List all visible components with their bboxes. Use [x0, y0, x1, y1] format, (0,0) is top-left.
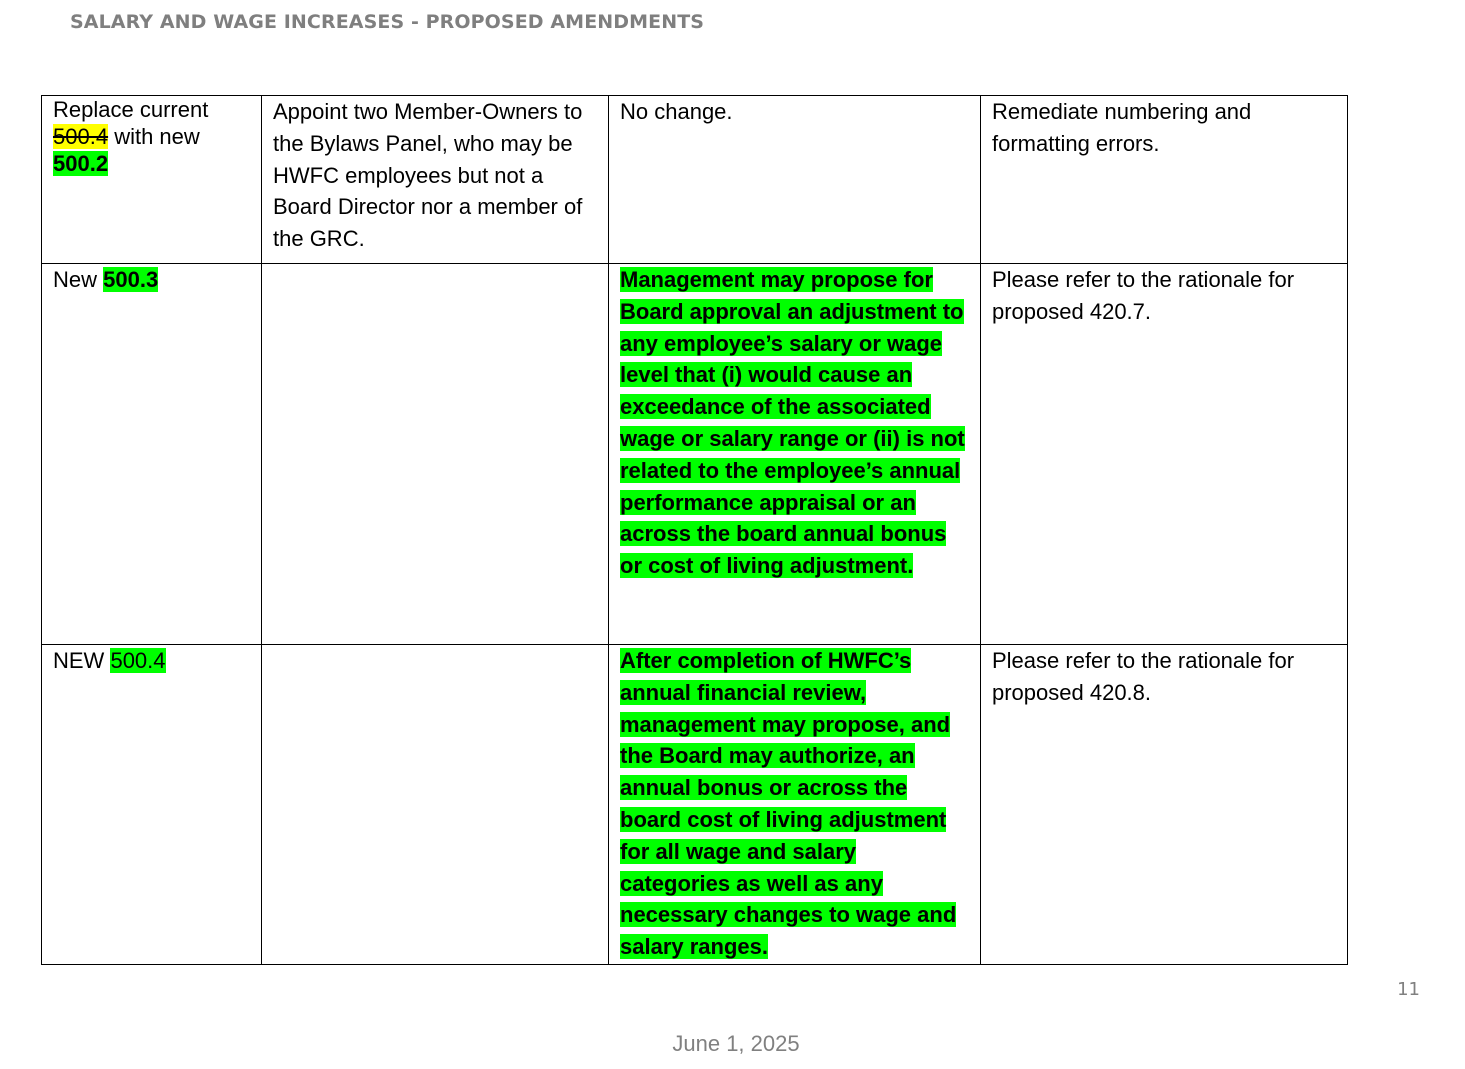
current-text-cell: Appoint two Member-Owners to the Bylaws Panel, who may be HWFC employees but not a Board Director nor a member of the GRC. [262, 96, 609, 264]
section-prefix: Replace current [53, 97, 209, 122]
proposed-text-cell [609, 645, 981, 965]
proposed-text: After completion of HWFC’s annual financial review, management may propose, and the Board may authorize, an annual bonus or across the board cost of living adjustment for all wage and salary categories as well as any necessary changes to wage and salary ranges. [620, 648, 957, 960]
rationale-cell: Please refer to the rationale for proposed 420.8. [981, 645, 1348, 965]
proposed-text-cell [609, 264, 981, 645]
table-row [42, 645, 1348, 965]
current-text-cell [262, 264, 609, 645]
section-cell [42, 645, 262, 965]
section-cell [42, 264, 262, 645]
section-cell [42, 96, 262, 264]
table-row [42, 264, 1348, 645]
table-row [42, 96, 1348, 264]
footer-date: June 1, 2025 [672, 1031, 800, 1056]
proposed-text-cell: No change. [609, 96, 981, 264]
section-prefix: New [53, 267, 98, 292]
new-section-number: 500.4 [110, 648, 166, 673]
current-text-cell [262, 645, 609, 965]
old-section-number: 500.4 [53, 124, 109, 149]
page-number: 11 [1397, 979, 1420, 1000]
rationale-cell: Remediate numbering and formatting errors. [981, 96, 1348, 264]
page-title: SALARY AND WAGE INCREASES - PROPOSED AMENDMENTS [70, 11, 705, 33]
new-section-number: 500.3 [103, 267, 159, 292]
section-prefix: NEW [53, 648, 105, 673]
proposed-text: Management may propose for Board approval an adjustment to any employee’s salary or wage level that (i) would cause an exceedance of the associated wage or salary range or (ii) is not related to the employee’s annual performance appraisal or an across the board annual bonus or cost of living adjustment. [620, 267, 965, 579]
rationale-cell: Please refer to the rationale for proposed 420.7. [981, 264, 1348, 645]
amendments-table [41, 95, 1348, 965]
new-section-number: 500.2 [53, 151, 109, 176]
section-middle: with new [114, 124, 200, 149]
